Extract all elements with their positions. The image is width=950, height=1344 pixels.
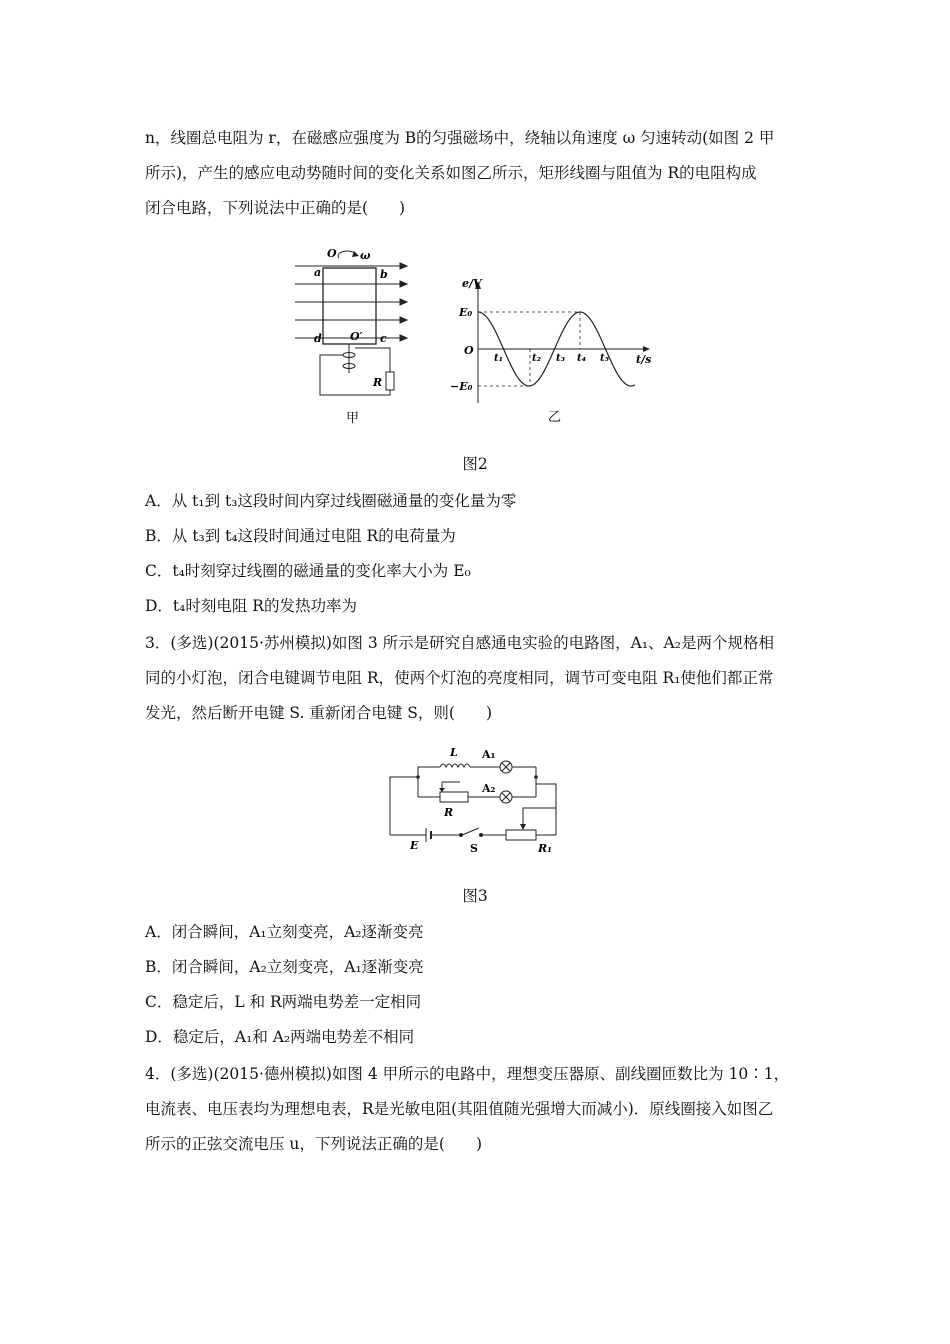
label-R1: R₁ — [538, 842, 552, 855]
label-a: a — [314, 266, 322, 279]
text-line: 3．(多选)(2015·苏州模拟)如图 3 所示是研究自感通电实验的电路图，A₁、A₂是两个规格相 — [145, 634, 774, 652]
text-line: 同的小灯泡，闭合电键调节电阻 R，使两个灯泡的亮度相同，调节可变电阻 R₁使他们都正常 — [145, 669, 774, 687]
text-line: n，线圈总电阻为 r，在磁感应强度为 B的匀强磁场中，绕轴以角速度 ω 匀速转动(如图 2 甲 — [145, 129, 775, 147]
label-R: R — [373, 376, 383, 389]
x-axis-label: t/s — [636, 353, 652, 366]
option-B: B．从 t₃到 t₄这段时间通过电阻 R的电荷量为 — [145, 527, 456, 545]
label-S: S — [470, 842, 478, 855]
option-B: B．闭合瞬间，A₂立刻变亮，A₁逐渐变亮 — [145, 958, 424, 976]
figure-2-caption: 图2 — [462, 455, 488, 473]
question-4-stem — [145, 1057, 825, 1162]
figure-3-caption: 图3 — [462, 887, 488, 905]
option-A: A．闭合瞬间，A₁立刻变亮，A₂逐渐变亮 — [145, 923, 424, 941]
figure-2-coil-diagram — [290, 238, 420, 438]
label-A2: A₂ — [482, 782, 496, 795]
t4-label: t₄ — [577, 353, 586, 364]
t2-label: t₂ — [532, 353, 541, 364]
question-3-stem — [145, 626, 825, 731]
label-E: E — [410, 839, 419, 852]
y-axis-label: e/V — [462, 277, 482, 290]
t5-label: t₅ — [600, 353, 609, 364]
text-line: 所示)，产生的感应电动势随时间的变化关系如图乙所示，矩形线圈与阻值为 R的电阻构成 — [145, 164, 757, 182]
label-A1: A₁ — [482, 748, 496, 761]
label-b: b — [380, 268, 388, 281]
option-C: C．t₄时刻穿过线圈的磁通量的变化率大小为 E₀ — [145, 562, 471, 580]
option-A: A．从 t₁到 t₃这段时间内穿过线圈磁通量的变化量为零 — [145, 492, 517, 510]
label-O-prime: O′ — [350, 330, 363, 343]
label-L: L — [450, 746, 458, 759]
label-R: R — [444, 806, 454, 819]
label-d: d — [314, 332, 322, 345]
subfigure-caption: 乙 — [548, 410, 562, 425]
option-C: C．稳定后，L 和 R两端电势差一定相同 — [145, 993, 422, 1011]
label-omega: ω — [360, 249, 371, 262]
label-c: c — [380, 332, 387, 345]
text-line: 4．(多选)(2015·德州模拟)如图 4 甲所示的电路中，理想变压器原、副线圈匝数比为 10∶1， — [145, 1065, 790, 1083]
E0-label: E₀ — [459, 306, 473, 319]
figure-3-circuit-diagram — [378, 742, 573, 857]
t3-label: t₃ — [556, 353, 565, 364]
text-line: 电流表、电压表均为理想电表，R是光敏电阻(其阻值随光强增大而减小)．原线圈接入如图乙 — [145, 1100, 774, 1118]
text-line: 发光，然后断开电键 S. 重新闭合电键 S，则( ) — [145, 704, 492, 722]
negE0-label: −E₀ — [450, 380, 473, 393]
question-2-stem — [145, 121, 825, 226]
text-line: 所示的正弦交流电压 u，下列说法正确的是( ) — [145, 1135, 483, 1153]
subfigure-caption: 甲 — [346, 411, 360, 426]
label-O: O — [327, 247, 337, 260]
option-D: D．t₄时刻电阻 R的发热功率为 — [145, 597, 357, 615]
figure-2-emf-graph — [450, 275, 665, 435]
option-D: D．稳定后，A₁和 A₂两端电势差不相同 — [145, 1028, 415, 1046]
text-line: 闭合电路，下列说法中正确的是( ) — [145, 199, 406, 217]
origin-label: O — [464, 344, 474, 357]
t1-label: t₁ — [494, 353, 503, 364]
